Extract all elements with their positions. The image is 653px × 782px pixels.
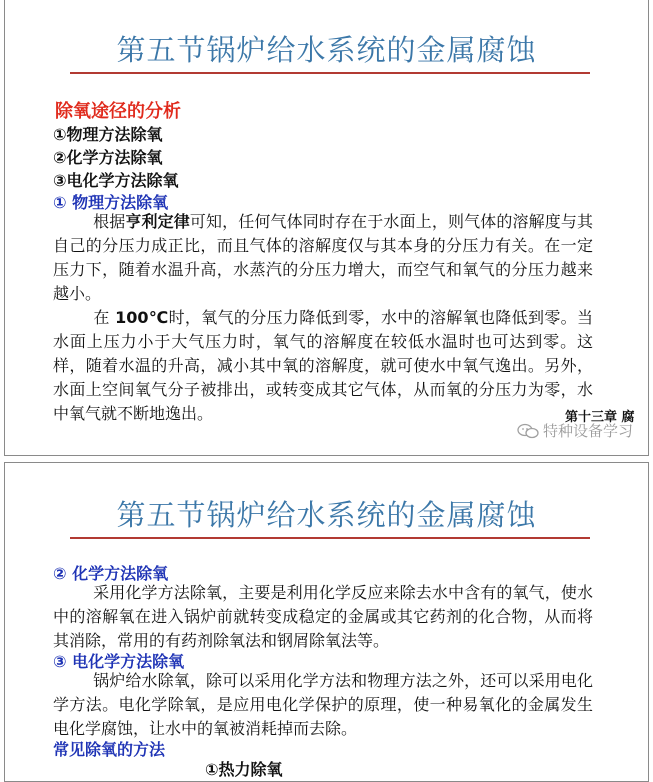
slide-1	[4, 0, 649, 456]
p2-lead: 在	[93, 308, 116, 327]
temperature-value: 100℃	[115, 308, 169, 327]
paragraph-electrochemical	[53, 669, 593, 741]
watermark	[517, 420, 633, 441]
section-heading: 除氧途径的分析	[55, 101, 181, 122]
subheading-chemical: ② 化学方法除氧	[53, 564, 169, 583]
paragraph-henry-law	[53, 210, 593, 306]
p1-lead: 根据	[93, 212, 126, 231]
chemical-text: 采用化学方法除氧，主要是利用化学反应来除去水中含有的氧气，使水中的溶解氧在进入锅炉前就转变成稳定的金属或其它药剂的化合物，从而将其消除，常用的有药剂除氧法和钢屑除氧法等。	[53, 583, 593, 650]
subheading-common-methods: 常见除氧的方法	[53, 740, 166, 759]
slide-title: 第五节锅炉给水系统的金属腐蚀	[116, 498, 537, 532]
subheading-electrochemical: ③ 电化学方法除氧	[53, 652, 185, 671]
paragraph-temperature	[53, 306, 593, 426]
paragraph-chemical	[53, 581, 593, 653]
title-underline	[70, 537, 590, 539]
p1-body: 可知，任何气体同时存在于水面上，则气体的溶解度与其自己的分压力成正比，而且气体的溶解度仅与其本身的分压力有关。在一定压力下，随着水温升高，水蒸汽的分压力增大，而空气和氧气的分压力越来越小。	[53, 212, 593, 303]
electrochemical-text: 锅炉给水除氧，除可以采用化学方法和物理方法之外，还可以采用电化学方法。电化学除氧，是应用电化学保护的原理，使一种易氧化的金属发生电化学腐蚀，让水中的氧被消耗掉而去除。	[53, 671, 593, 738]
chapter-label: 第十三章 腐	[565, 410, 635, 425]
slide-2	[4, 462, 649, 782]
subheading-physical: ① 物理方法除氧	[53, 193, 169, 212]
list-item-2: ②化学方法除氧	[53, 148, 163, 167]
list-item-3: ③电化学方法除氧	[53, 171, 179, 190]
wechat-icon	[517, 423, 539, 439]
cut-list-item: ①热力除氧	[205, 760, 283, 779]
list-item-1: ①物理方法除氧	[53, 125, 163, 144]
p2-body: 时，氧气的分压力降低到零，水中的溶解氧也降低到零。当水面上压力小于大气压力时，氧气的溶解度在较低水温时也可达到零。这样，随着水温的升高，减小其中氧的溶解度，就可使水中氧气逸出。另外，水面上空间氧气分子被排出，或转变成其它气体，从而氧的分压力为零，水中氧气就不断地逸出。	[53, 308, 593, 423]
slide-title: 第五节锅炉给水系统的金属腐蚀	[116, 33, 537, 67]
title-underline	[70, 72, 590, 74]
henry-law-term: 亨利定律	[125, 212, 190, 231]
watermark-text: 特种设备学习	[543, 422, 634, 440]
